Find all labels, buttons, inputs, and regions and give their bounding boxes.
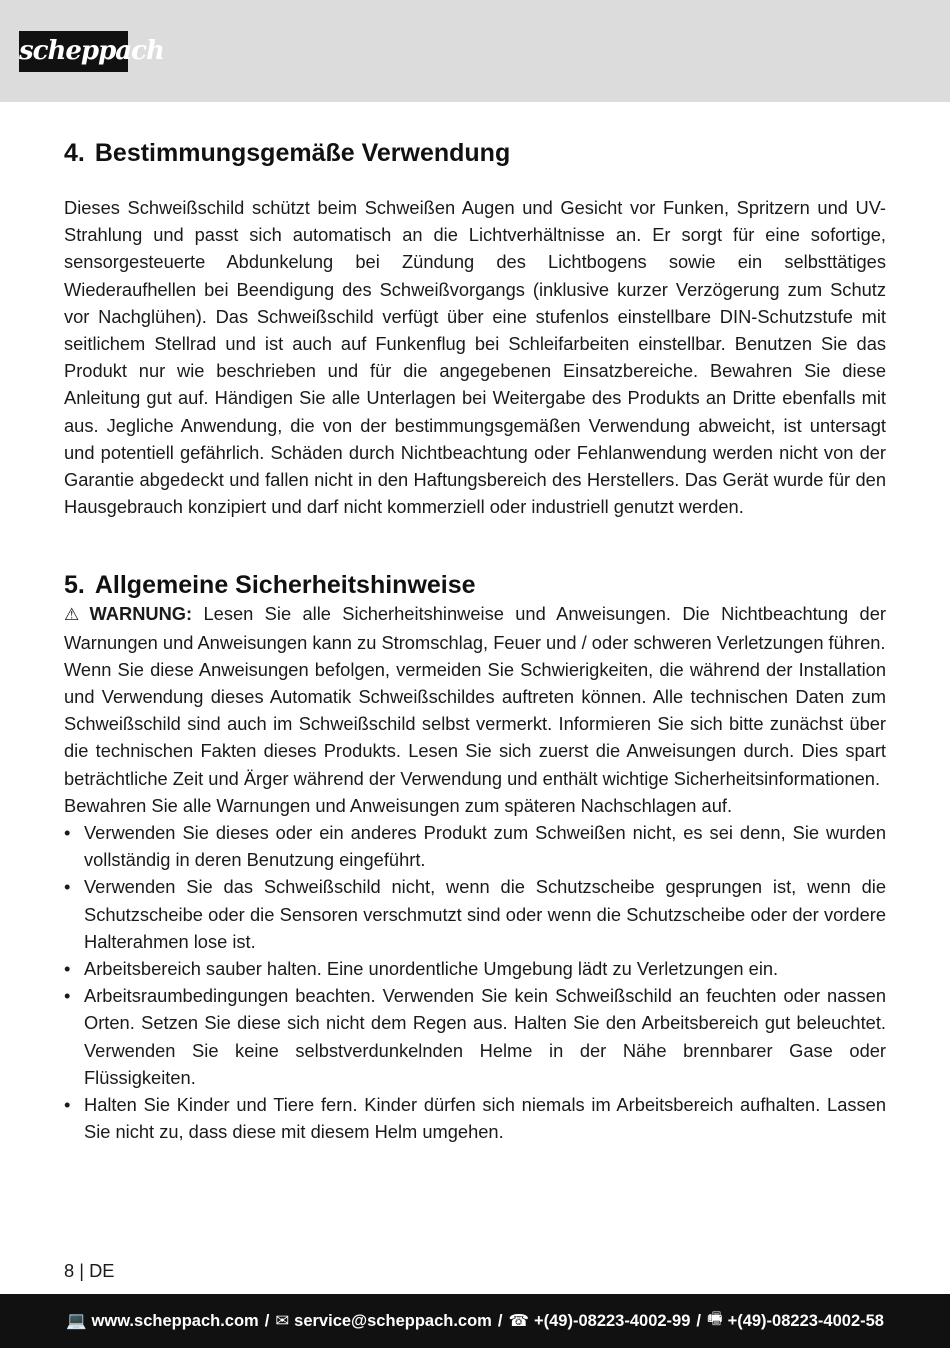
section-4-title: Bestimmungsgemäße Verwendung [94,139,511,167]
warning-paragraph [64,600,886,655]
scheppach-logo: scheppach [19,31,128,72]
section-5-heading [64,570,886,600]
page-footer [0,1294,950,1348]
footer-email[interactable]: service@scheppach.com [294,1311,492,1330]
fax-icon: 🖷 [707,1310,723,1328]
phone-icon: ☎ [508,1312,529,1330]
list-item-text: Arbeitsbereich sauber halten. Eine unordentliche Umgebung lädt zu Verletzungen ein. [84,958,779,980]
footer-separator: / [696,1311,701,1330]
bullet-icon: • [64,985,71,1007]
section-5-paragraph-2: Bewahren Sie alle Warnungen und Anweisungen zum späteren Nachschlagen auf. [64,794,733,816]
page-content [64,136,886,1146]
warning-triangle-icon: ⚠ [64,605,86,625]
page-number-value: 8 [64,1260,75,1281]
computer-icon: 💻 [66,1311,87,1330]
bullet-icon: • [64,822,71,844]
page-language: DE [89,1260,115,1281]
list-item [64,1091,886,1145]
footer-separator: / [497,1311,503,1330]
warning-text: Lesen Sie alle Sicherheitshinweise und Anweisungen. Die Nichtbeachtung der Warnungen und Anweisungen kann zu Stromschlag, Feuer und / oder schweren Verletzungen führen. [64,603,886,653]
footer-phone: +(49)-08223-4002-99 [534,1311,691,1330]
section-4-body: Dieses Schweißschild schützt beim Schweißen Augen und Gesicht vor Funken, Spritzern und UV-Strahlung und passt sich automatisch an die Lichtverhältnisse an. Er sorgt für eine sofortige, sensorgesteuerte Abdunkelung bei Zündung des Lichtbogens sowie ein selbsttätiges Wiederaufhellen bei Beendigung des Schweißvorgangs (inklusive kurzer Verzögerung zum Schutz vor Nachglühen). Das Schweißschild verfügt über eine stufenlos einstellbare DIN-Schutzstufe mit seitlichem Stellrad und ist auch auf Funkenflug bei Schleifarbeiten einstellbar. Benutzen Sie das Produkt nur wie beschrieben und für die angegebenen Einsatzbereiche. Bewahren Sie diese Anleitung gut auf. Händigen Sie alle Unterlagen bei Weitergabe des Produkts an Dritte ebenfalls mit aus. Jegliche Anwendung, die von der bestimmungsgemäßen Verwendung abweicht, ist untersagt und potentiell gefährlich. Schäden durch Nichtbeachtung oder Fehlanwendung werden nicht von der Garantie abgedeckt und fallen nicht in den Haftungsbereich des Herstellers. Das Gerät wurde für den Hausgebrauch konzipiert und darf nicht kommerziell oder industriell genutzt werden. [64,197,886,518]
footer-separator: / [264,1311,270,1330]
bullet-icon: • [64,876,71,898]
page-number [64,1260,115,1282]
section-4-number: 4. [64,139,85,167]
safety-bullet-list [64,819,886,1145]
footer-website[interactable]: www.scheppach.com [91,1311,259,1330]
list-item-text: Arbeitsraumbedingungen beachten. Verwenden Sie kein Schweißschild an feuchten oder nassen Orten. Setzen Sie diese sich nicht dem Regen aus. Halten Sie den Arbeitsbereich gut beleuchtet. Verwenden Sie keine selbstverdunkelnden Helme in der Nähe brennbarer Gase oder Flüssigkeiten. [84,985,886,1088]
list-item [64,982,886,1091]
page-number-separator: | [79,1260,85,1281]
list-item [64,819,886,873]
list-item-text: Verwenden Sie dieses oder ein anderes Produkt zum Schweißen nicht, es sei denn, Sie wurden vollständig in deren Benutzung eingeführt. [84,822,886,871]
section-5 [64,570,886,1145]
list-item [64,873,886,955]
email-icon: ✉ [275,1312,290,1330]
list-item-text: Verwenden Sie das Schweißschild nicht, wenn die Schutzscheibe gesprungen ist, wenn die Schutzscheibe oder die Sensoren verschmutzt sind oder wenn die Schutzscheibe oder der vordere Halterahmen lose ist. [84,876,886,952]
list-item-text: Halten Sie Kinder und Tiere fern. Kinder dürfen sich niemals im Arbeitsbereich aufhalten. Lassen Sie nicht zu, dass diese mit diesem Helm umgehen. [84,1094,886,1143]
section-5-paragraph-1: Wenn Sie diese Anweisungen befolgen, vermeiden Sie Schwierigkeiten, die während der Installation und Verwendung dieses Automatik Schweißschildes auftreten können. Alle technischen Daten zum Schweißschild sind auch im Schweißschild selbst vermerkt. Informieren Sie sich bitte zunächst über die technischen Fakten dieses Produkts. Lesen Sie sich zuerst die Anweisungen durch. Dies spart beträchtliche Zeit und Ärger während der Verwendung und enthält wichtige Sicherheitsinformationen. [64,658,886,789]
section-4-heading [64,136,886,170]
bullet-icon: • [64,1094,71,1116]
bullet-icon: • [64,958,71,980]
footer-fax: +(49)-08223-4002-58 [727,1311,884,1330]
section-5-number: 5. [64,571,85,600]
list-item [64,955,886,982]
page-header [0,0,950,102]
warning-label: WARNUNG: [89,603,193,625]
section-5-title: Allgemeine Sicherheitshinweise [94,571,476,600]
